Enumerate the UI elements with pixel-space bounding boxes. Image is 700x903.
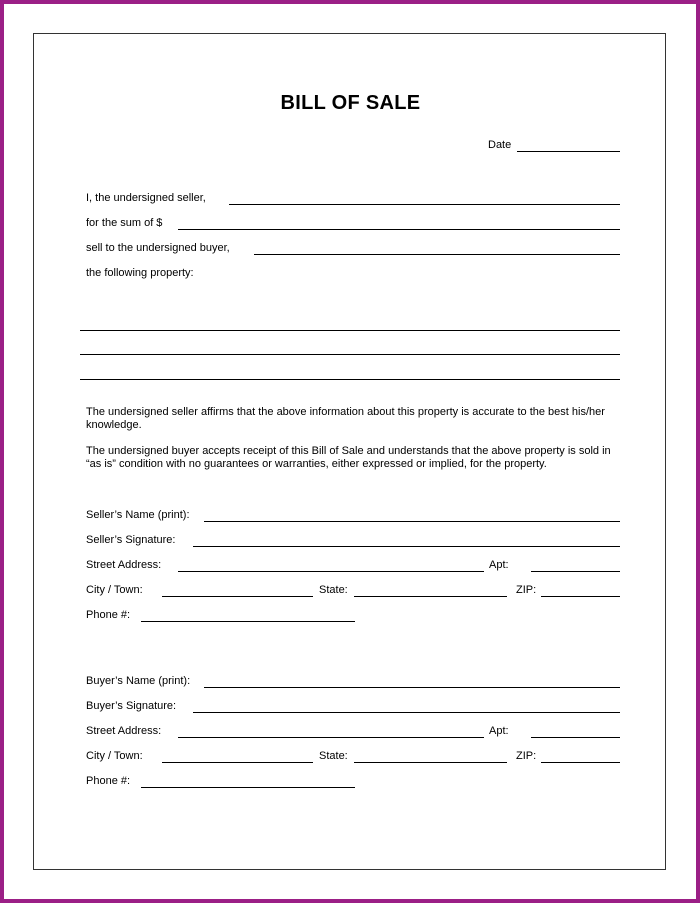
seller-street-field[interactable]	[178, 571, 484, 572]
seller-signature-field[interactable]	[193, 546, 620, 547]
buyer-zip-label: ZIP:	[516, 750, 537, 762]
seller-zip-field[interactable]	[541, 596, 620, 597]
seller-state-field[interactable]	[354, 596, 507, 597]
buyer-zip-field[interactable]	[541, 762, 620, 763]
page-title: BILL OF SALE	[280, 92, 421, 114]
buyer-intro-field[interactable]	[254, 254, 620, 255]
buyer-name-label: Buyer’s Name (print):	[86, 675, 191, 687]
seller-apt-field[interactable]	[531, 571, 620, 572]
seller-city-label: City / Town:	[86, 584, 143, 596]
seller-street-label: Street Address:	[86, 559, 162, 571]
buyer-state-field[interactable]	[354, 762, 507, 763]
seller-state-label: State:	[319, 584, 348, 596]
property-line-1[interactable]	[80, 330, 620, 331]
buyer-intro-label: sell to the undersigned buyer,	[86, 242, 230, 254]
property-line-2[interactable]	[80, 354, 620, 355]
seller-city-field[interactable]	[162, 596, 313, 597]
date-label: Date	[488, 139, 512, 151]
buyer-signature-field[interactable]	[193, 712, 620, 713]
sum-field[interactable]	[178, 229, 620, 230]
buyer-city-label: City / Town:	[86, 750, 143, 762]
bill-of-sale-page	[33, 33, 666, 870]
property-line-3[interactable]	[80, 379, 620, 380]
date-field[interactable]	[517, 151, 620, 152]
seller-phone-field[interactable]	[141, 621, 355, 622]
seller-intro-label: I, the undersigned seller,	[86, 192, 206, 204]
buyer-signature-label: Buyer’s Signature:	[86, 700, 177, 712]
buyer-apt-field[interactable]	[531, 737, 620, 738]
buyer-phone-label: Phone #:	[86, 775, 131, 787]
seller-name-field[interactable]	[204, 521, 620, 522]
buyer-acceptance-text: The undersigned buyer accepts receipt of this Bill of Sale and understands that the above property is sold in “as is” condition with no guarantees or warranties, either expressed or implied, for the property.	[86, 445, 611, 470]
seller-phone-label: Phone #:	[86, 609, 131, 621]
buyer-city-field[interactable]	[162, 762, 313, 763]
buyer-street-field[interactable]	[178, 737, 484, 738]
seller-signature-label: Seller’s Signature:	[86, 534, 176, 546]
seller-zip-label: ZIP:	[516, 584, 537, 596]
seller-intro-field[interactable]	[229, 204, 620, 205]
buyer-phone-field[interactable]	[141, 787, 355, 788]
buyer-street-label: Street Address:	[86, 725, 162, 737]
property-label: the following property:	[86, 267, 194, 279]
seller-apt-label: Apt:	[489, 559, 509, 571]
seller-name-label: Seller’s Name (print):	[86, 509, 190, 521]
buyer-apt-label: Apt:	[489, 725, 509, 737]
buyer-state-label: State:	[319, 750, 348, 762]
sum-label: for the sum of $	[86, 217, 163, 229]
seller-affirmation-text: The undersigned seller affirms that the above information about this property is accurate to the best his/her knowledge.	[86, 406, 605, 431]
buyer-name-field[interactable]	[204, 687, 620, 688]
